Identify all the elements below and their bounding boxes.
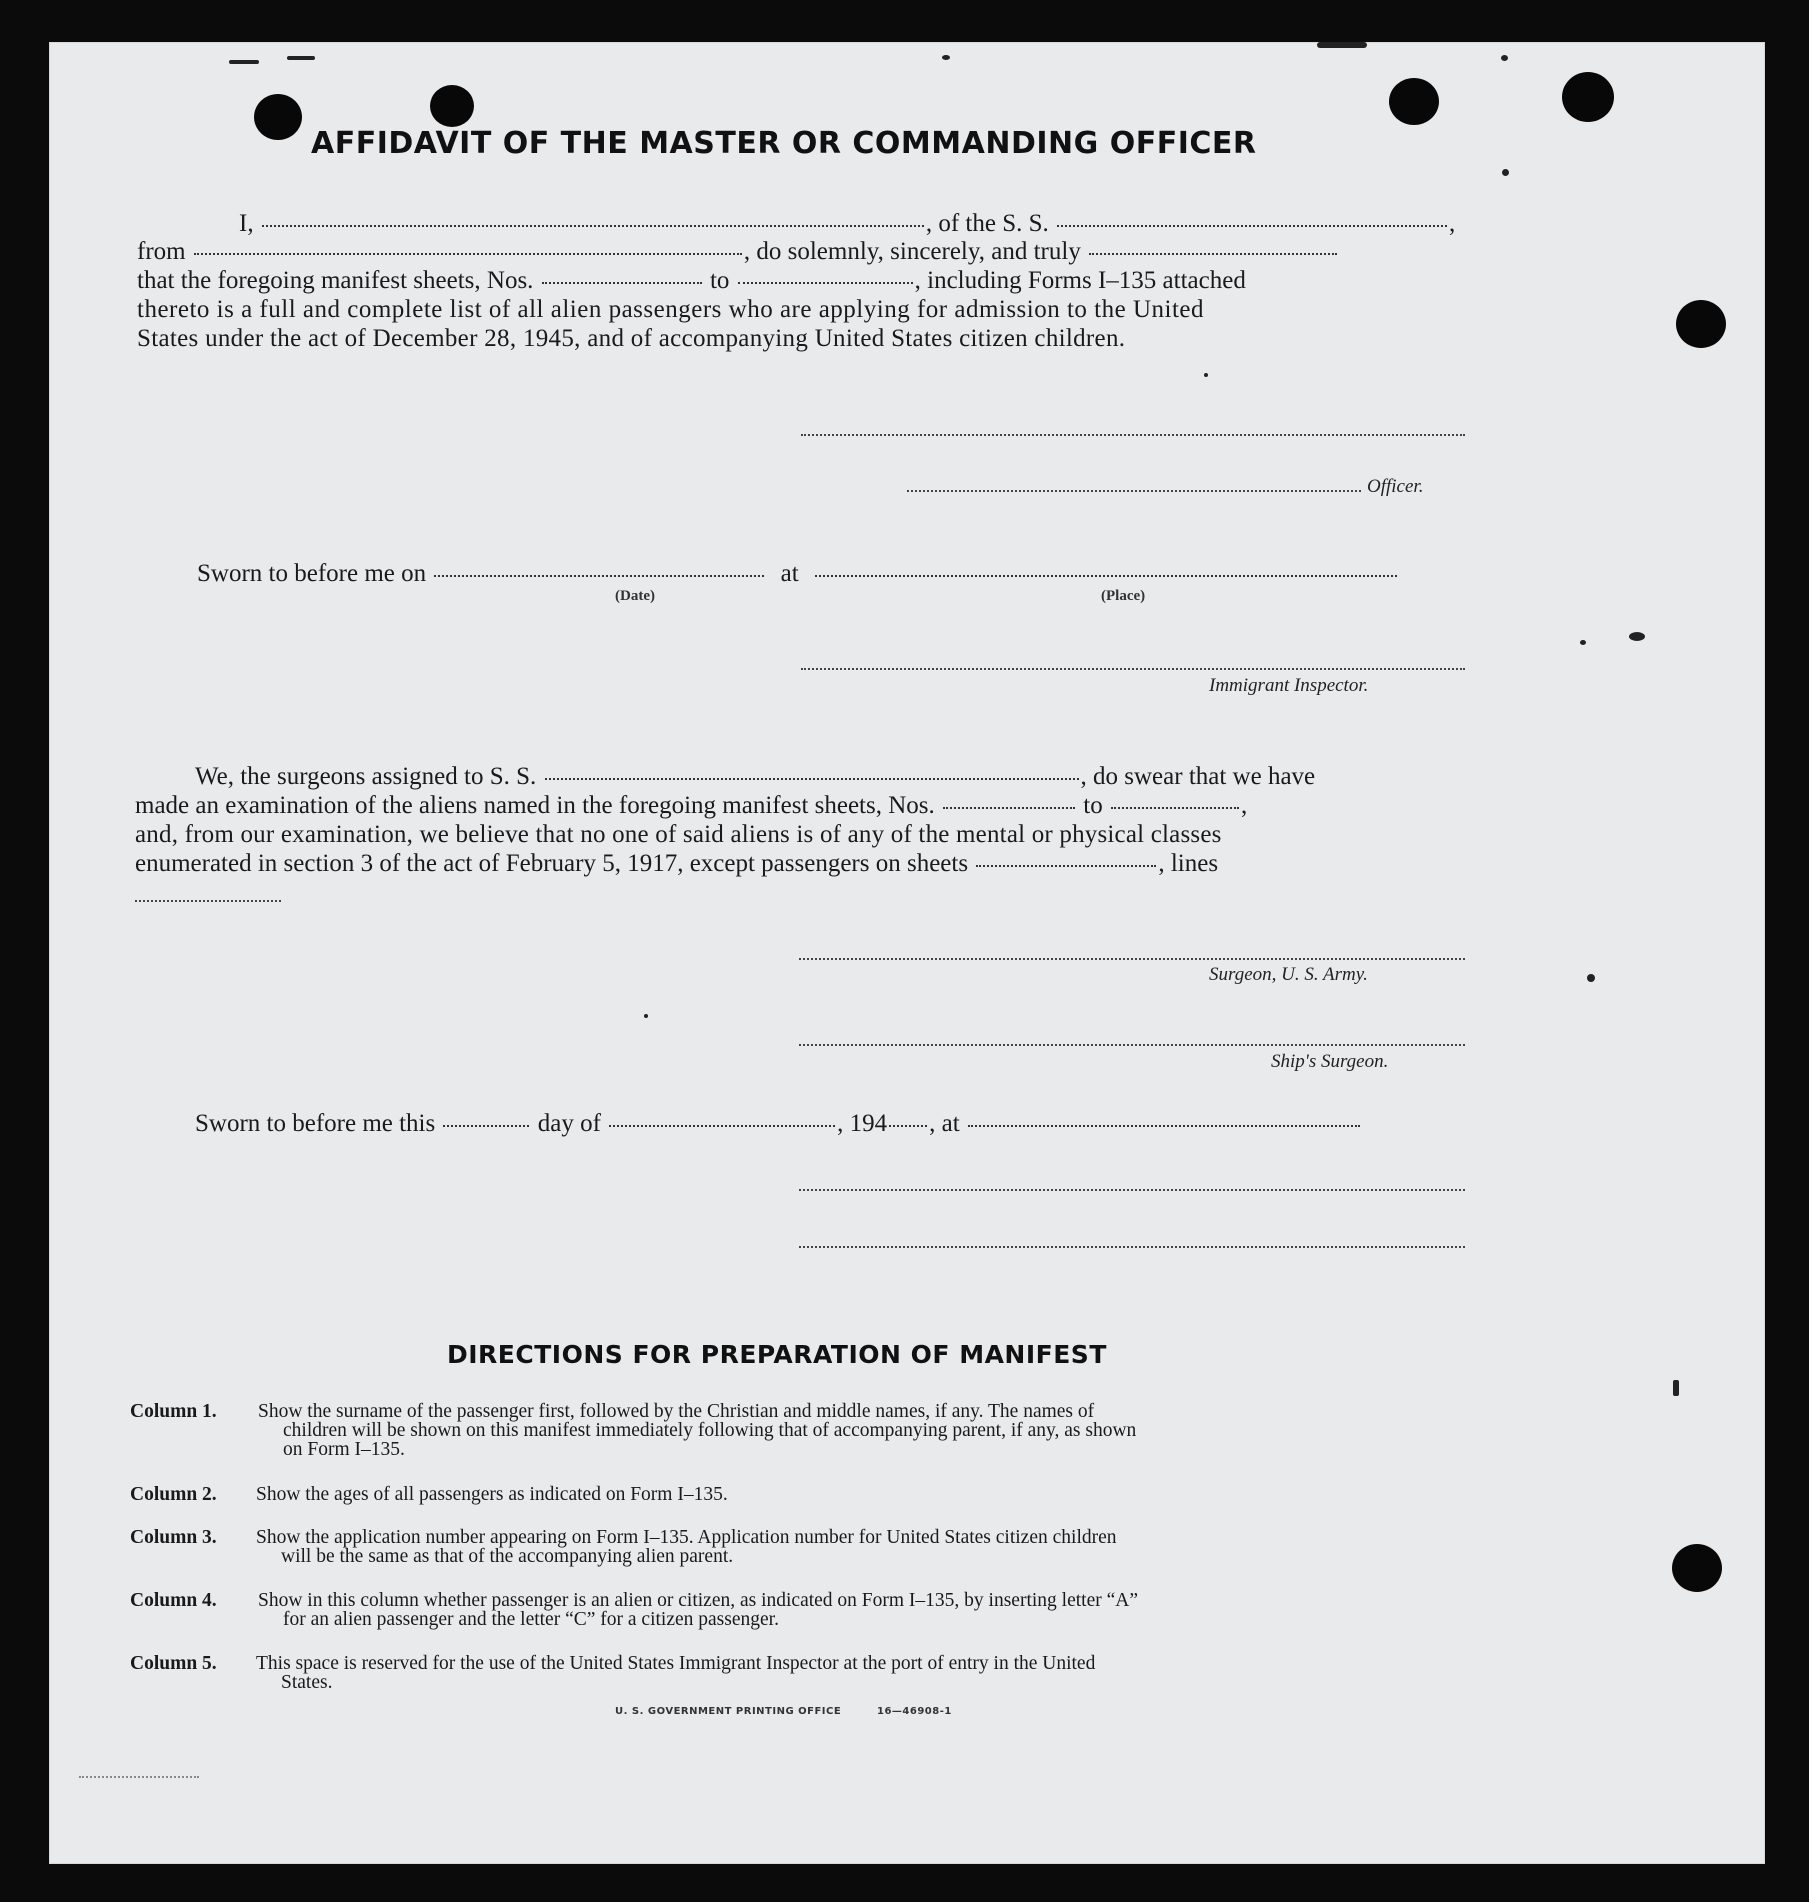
sworn2-text: Sworn to before me this <box>195 1110 436 1137</box>
except-lines-field[interactable] <box>135 900 281 902</box>
punch-hole <box>430 85 474 127</box>
affidavit-text: thereto is a full and complete list of all alien passengers who are applying for admission to the United <box>137 296 1205 323</box>
punch-hole <box>254 94 302 140</box>
direction-text: This space is reserved for the use of the United States Immigrant Inspector at the port of entry in the United <box>256 1653 1096 1674</box>
scan-speck <box>1580 640 1586 645</box>
directions-list <box>130 1402 1275 1722</box>
punch-hole <box>1676 300 1726 348</box>
punch-hole <box>1672 1544 1722 1592</box>
affidavit-text: , do solemnly, sincerely, and truly <box>743 238 1081 265</box>
column-label: Column 2. <box>130 1484 217 1505</box>
army-surgeon-label: Surgeon, U. S. Army. <box>1209 964 1368 985</box>
direction-text: Show the ages of all passengers as indicated on Form I–135. <box>256 1484 728 1505</box>
bottom-rule <box>79 1776 199 1778</box>
direction-text: will be the same as that of the accompanying alien parent. <box>281 1546 734 1567</box>
directions-heading: DIRECTIONS FOR PREPARATION OF MANIFEST <box>447 1340 1107 1369</box>
scan-speck <box>1501 55 1508 61</box>
sworn2-text: , at <box>929 1110 960 1137</box>
place-caption: (Place) <box>1101 588 1146 604</box>
sworn-text: Sworn to before me on <box>197 560 427 587</box>
scan-speck <box>942 55 950 60</box>
affidavit-text: from <box>137 238 186 265</box>
scan-speck <box>287 56 315 60</box>
direction-text: States. <box>281 1672 333 1693</box>
surgeons-text: to <box>1083 792 1103 819</box>
column-label: Column 4. <box>130 1590 217 1611</box>
form-page <box>49 42 1765 1864</box>
form-code: 16—46908-1 <box>877 1706 952 1717</box>
officer-name-field[interactable] <box>262 225 924 227</box>
surgeons-text: , do swear that we have <box>1080 763 1316 790</box>
direction-text: Show in this column whether passenger is an alien or citizen, as indicated on Form I–135, by inserting letter “A” <box>258 1590 1138 1611</box>
sworn-text: at <box>780 560 799 587</box>
affidavit-heading: AFFIDAVIT OF THE MASTER OR COMMANDING OFFICER <box>311 126 1257 161</box>
oath-field[interactable] <box>1089 253 1337 255</box>
surgeons-text: made an examination of the aliens named in the foregoing manifest sheets, Nos. <box>135 792 935 819</box>
affidavit-text: States under the act of December 28, 1945, and of accompanying United States citizen children. <box>137 325 1126 352</box>
affidavit-text: that the foregoing manifest sheets, Nos. <box>137 267 534 294</box>
scan-speck <box>644 1014 648 1018</box>
surgeons-text: We, the surgeons assigned to S. S. <box>195 763 537 790</box>
direction-text: children will be shown on this manifest immediately following that of accompanying parent, if any, as shown <box>283 1420 1137 1441</box>
scan-speck <box>1502 169 1509 176</box>
direction-text: for an alien passenger and the letter “C” for a citizen passenger. <box>283 1609 779 1630</box>
affidavit-paragraph <box>137 210 1517 350</box>
scan-speck <box>1317 42 1367 48</box>
punch-hole <box>1562 72 1614 122</box>
scan-speck <box>1204 373 1208 377</box>
sworn2-day-field[interactable] <box>443 1125 529 1127</box>
surgeons-text: enumerated in section 3 of the act of February 5, 1917, except passengers on sheets <box>135 850 969 877</box>
inspector-label: Immigrant Inspector. <box>1209 675 1369 696</box>
ship-surgeon-label: Ship's Surgeon. <box>1271 1051 1389 1072</box>
affidavit-text: , including Forms I–135 attached <box>914 267 1246 294</box>
scan-speck <box>1673 1380 1679 1396</box>
surgeon-ship-field[interactable] <box>545 778 1079 780</box>
surgeons-text: and, from our examination, we believe that no one of said aliens is of any of the mental or physical classes <box>135 821 1222 848</box>
column-label: Column 5. <box>130 1653 217 1674</box>
army-surgeon-signature-line[interactable] <box>799 958 1465 960</box>
affidavit-text: I, <box>239 210 254 237</box>
scan-speck <box>1629 632 1645 641</box>
surgeons-text: , <box>1240 792 1248 819</box>
affidavit-text: to <box>709 267 730 294</box>
sworn-place-field[interactable] <box>815 575 1397 577</box>
sworn2-text: day of <box>537 1110 601 1137</box>
officer-label: Officer. <box>1367 476 1424 497</box>
surgeons-text: , lines <box>1158 850 1219 877</box>
direction-text: on Form I–135. <box>283 1439 405 1460</box>
date-caption: (Date) <box>615 588 655 604</box>
printer-imprint: U. S. GOVERNMENT PRINTING OFFICE <box>615 1706 842 1717</box>
sheet-to-field[interactable] <box>738 282 913 284</box>
port-from-field[interactable] <box>194 253 742 255</box>
punch-hole <box>1389 78 1439 125</box>
sworn2-month-field[interactable] <box>609 1125 835 1127</box>
affidavit-text: , <box>1449 210 1456 237</box>
officer-signature-line[interactable] <box>801 434 1465 436</box>
ship-name-field[interactable] <box>1057 225 1447 227</box>
sworn2-text: , 194 <box>837 1110 888 1137</box>
sworn2-signature-line[interactable] <box>799 1189 1465 1191</box>
except-sheets-field[interactable] <box>976 865 1156 867</box>
inspector-signature-line[interactable] <box>801 668 1465 670</box>
scan-speck <box>1587 974 1595 982</box>
sworn2-place-field[interactable] <box>968 1125 1360 1127</box>
ship-surgeon-signature-line[interactable] <box>799 1044 1465 1046</box>
column-label: Column 1. <box>130 1401 217 1422</box>
officer-title-line[interactable] <box>907 490 1361 492</box>
sworn-date-field[interactable] <box>434 575 764 577</box>
affidavit-text: , of the S. S. <box>925 210 1049 237</box>
sworn2-title-line[interactable] <box>799 1246 1465 1248</box>
surgeons-paragraph <box>135 763 1515 903</box>
surgeon-sheet-to-field[interactable] <box>1111 807 1239 809</box>
direction-text: Show the application number appearing on Form I–135. Application number for United States citizen children <box>256 1527 1117 1548</box>
direction-text: Show the surname of the passenger first, followed by the Christian and middle names, if any. The names of <box>258 1401 1095 1422</box>
surgeon-sheet-from-field[interactable] <box>943 807 1075 809</box>
scan-speck <box>229 60 259 64</box>
sheet-from-field[interactable] <box>542 282 702 284</box>
column-label: Column 3. <box>130 1527 217 1548</box>
sworn2-year-field[interactable] <box>889 1125 927 1127</box>
